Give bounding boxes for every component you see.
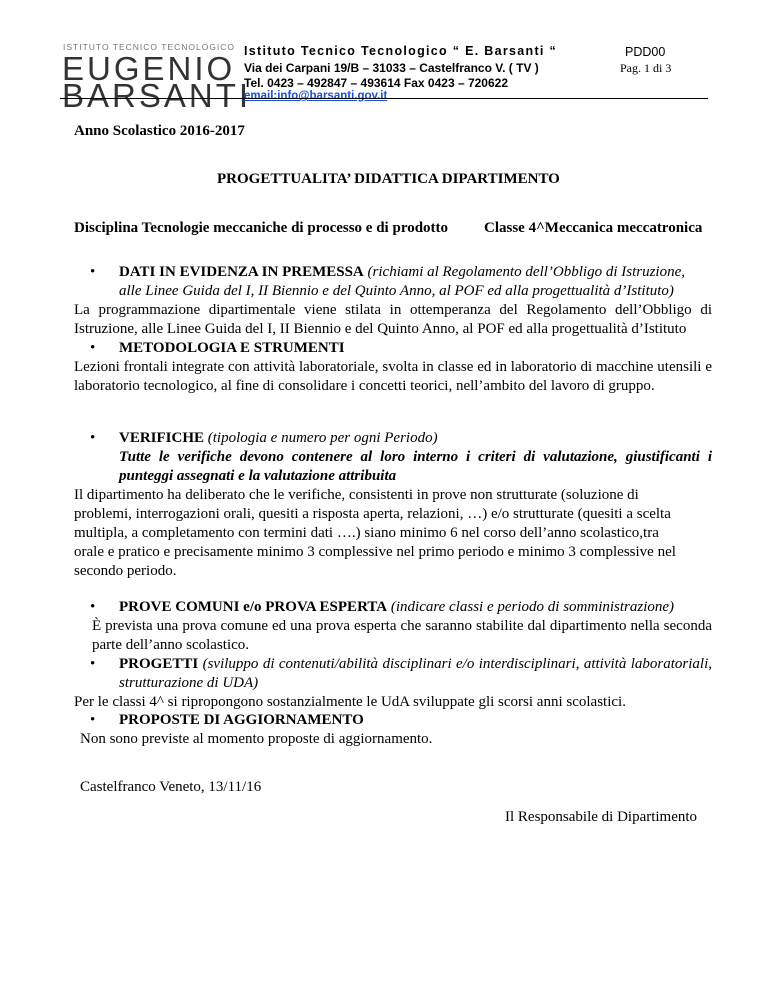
section-prove-heading-line [119, 598, 674, 617]
bullet-icon: • [90, 599, 96, 615]
institute-email-link[interactable]: email:info@barsanti.gov.it [244, 90, 388, 102]
page-counter: Pag. 1 di 3 [620, 61, 672, 75]
bullet-icon: • [90, 712, 96, 728]
header-divider [60, 98, 708, 99]
section-metodologia-body: Lezioni frontali integrate con attività laboratoriale, svolta in classe ed in laboratorio di macchine utensili e laboratorio tecnologico, al fine di consolidare i concetti teorici, nell’ambito del lavoro di gruppo. [74, 359, 712, 394]
section-dati-heading: DATI IN EVIDENZA IN PREMESSA [119, 264, 364, 280]
document-title: PROGETTUALITA’ DIDATTICA DIPARTIMENTO [217, 171, 560, 187]
section-progetti-heading: PROGETTI [119, 656, 199, 672]
section-verifiche-emphasis: Tutte le verifiche devono contenere al loro interno i criteri di valutazione, giustificanti i punteggi assegnati e la valutazione attribuita [119, 449, 712, 484]
section-prove-heading: PROVE COMUNI e/o PROVA ESPERTA [119, 599, 388, 615]
section-dati-body: La programmazione dipartimentale viene stilata in ottemperanza del Regolamento dell’Obbligo di Istruzione, alle Linee Guida del I, II Biennio e del Quinto Anno, al POF ed alla progettualità d’Istituto [74, 302, 712, 337]
bullet-icon: • [90, 430, 96, 446]
section-proposte-body: Non sono previste al momento proposte di aggiornamento. [80, 731, 433, 747]
section-verifiche-line-5: secondo periodo. [74, 563, 177, 579]
section-proposte-heading: PROPOSTE DI AGGIORNAMENTO [119, 712, 364, 728]
section-verifiche-line-2: problemi, interrogazioni orali, quesiti a risposta aperta, relazioni, …) e/o strutturate (quesiti a scelta [74, 506, 671, 522]
school-year: Anno Scolastico 2016-2017 [74, 123, 245, 139]
section-verifiche-note: (tipologia e numero per ogni Periodo) [207, 430, 438, 446]
bullet-icon: • [90, 656, 96, 672]
section-dati-heading-line [119, 263, 685, 282]
section-progetti-heading-line [119, 655, 712, 693]
place-and-date: Castelfranco Veneto, 13/11/16 [80, 779, 262, 795]
bullet-icon: • [90, 264, 96, 280]
section-dati-note: (richiami al Regolamento dell’Obbligo di Istruzione, [367, 264, 685, 280]
institute-phones: Tel. 0423 – 492847 – 493614 Fax 0423 – 720622 [244, 76, 509, 90]
class-label: Classe 4^Meccanica meccatronica [484, 220, 703, 236]
section-verifiche-line-4: orale e pratico e precisamente minimo 3 complessive nel primo periodo e minimo 3 complessive nel [74, 544, 676, 560]
section-prove-body: È prevista una prova comune ed una prova esperta che saranno stabilite dal dipartimento nella seconda parte dell’anno scolastico. [92, 618, 712, 653]
section-verifiche-heading-line [119, 429, 438, 448]
logo-line-first-name: EUGENIO [62, 50, 236, 87]
section-prove-note: (indicare classi e periodo di somministrazione) [390, 599, 675, 615]
signature-role: Il Responsabile di Dipartimento [505, 809, 698, 825]
logo-tagline: ISTITUTO TECNICO TECNOLOGICO [63, 42, 236, 52]
section-progetti-body: Per le classi 4^ si ripropongono sostanzialmente le UdA sviluppate gli scorsi anni scolastici. [74, 694, 626, 710]
institute-name: Istituto Tecnico Tecnologico “ E. Barsanti “ [244, 44, 558, 58]
discipline-label: Disciplina Tecnologie meccaniche di processo e di prodotto [74, 220, 449, 236]
section-metodologia-heading: METODOLOGIA E STRUMENTI [119, 340, 345, 356]
section-verifiche-line-3: multipla, a completamento con termini dati ….) siano minimo 6 nel corso dell’anno scolastico,tra [74, 525, 659, 541]
institute-address: Via dei Carpani 19/B – 31033 – Castelfranco V. ( TV ) [244, 61, 539, 75]
bullet-icon: • [90, 340, 96, 356]
section-verifiche-line-1: Il dipartimento ha deliberato che le verifiche, consistenti in prove non strutturate (soluzione di [74, 487, 639, 503]
section-dati-note-continued: alle Linee Guida del I, II Biennio e del Quinto Anno, al POF ed alla progettualità d’Istituto) [119, 283, 674, 299]
logo-line-last-name: BARSANTI [62, 77, 252, 114]
document-code: PDD00 [625, 45, 666, 59]
section-progetti-note: (sviluppo di contenuti/abilità disciplinari e/o interdisciplinari, attività laboratoriali, strutturazione di UDA) [119, 656, 713, 691]
section-verifiche-heading: VERIFICHE [119, 430, 205, 446]
